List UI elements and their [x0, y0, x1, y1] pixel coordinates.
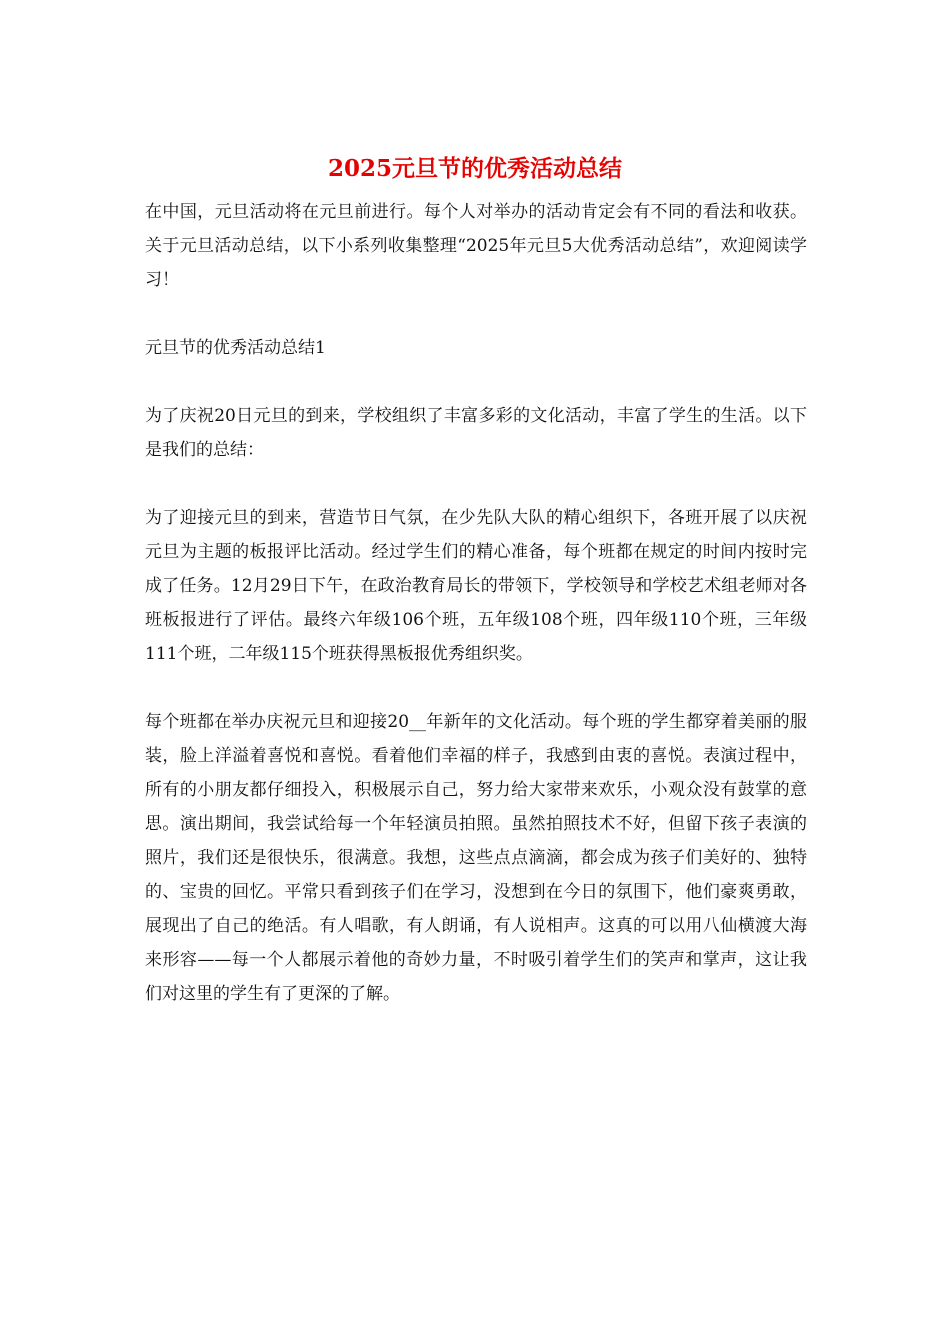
intro-paragraph: 在中国，元旦活动将在元旦前进行。每个人对举办的活动肯定会有不同的看法和收获。关于元旦活动总结，以下小系列收集整理“2025年元旦5大优秀活动总结”，欢迎阅读学习！	[145, 202, 807, 290]
section-heading: 元旦节的优秀活动总结1	[145, 338, 326, 358]
body-paragraph: 为了庆祝20日元旦的到来，学校组织了丰富多彩的文化活动，丰富了学生的生活。以下是我们的总结：	[145, 406, 807, 460]
body-paragraph: 每个班都在举办庆祝元旦和迎接20__年新年的文化活动。每个班的学生都穿着美丽的服装，脸上洋溢着喜悦和喜悦。看着他们幸福的样子，我感到由衷的喜悦。表演过程中，所有的小朋友都仔细投入，积极展示自己，努力给大家带来欢乐，小观众没有鼓掌的意思。演出期间，我尝试给每一个年轻演员拍照。虽然拍照技术不好，但留下孩子表演的照片，我们还是很快乐，很满意。我想，这些点点滴滴，都会成为孩子们美好的、独特的、宝贵的回忆。平常只看到孩子们在学习，没想到在今日的氛围下，他们豪爽勇敢，展现出了自己的绝活。有人唱歌，有人朗诵，有人说相声。这真的可以用八仙横渡大海来形容——每一个人都展示着他的奇妙力量，不时吸引着学生们的笑声和掌声，这让我们对这里的学生有了更深的了解。	[145, 712, 807, 1004]
document-body	[145, 195, 807, 1011]
document-title: 2025元旦节的优秀活动总结	[327, 155, 622, 182]
body-paragraph: 为了迎接元旦的到来，营造节日气氛，在少先队大队的精心组织下，各班开展了以庆祝元旦为主题的板报评比活动。经过学生们的精心准备，每个班都在规定的时间内按时完成了任务。12月29日下午，在政治教育局长的带领下，学校领导和学校艺术组老师对各班板报进行了评估。最终六年级106个班，五年级108个班，四年级110个班，三年级111个班，二年级115个班获得黑板报优秀组织奖。	[145, 508, 807, 664]
